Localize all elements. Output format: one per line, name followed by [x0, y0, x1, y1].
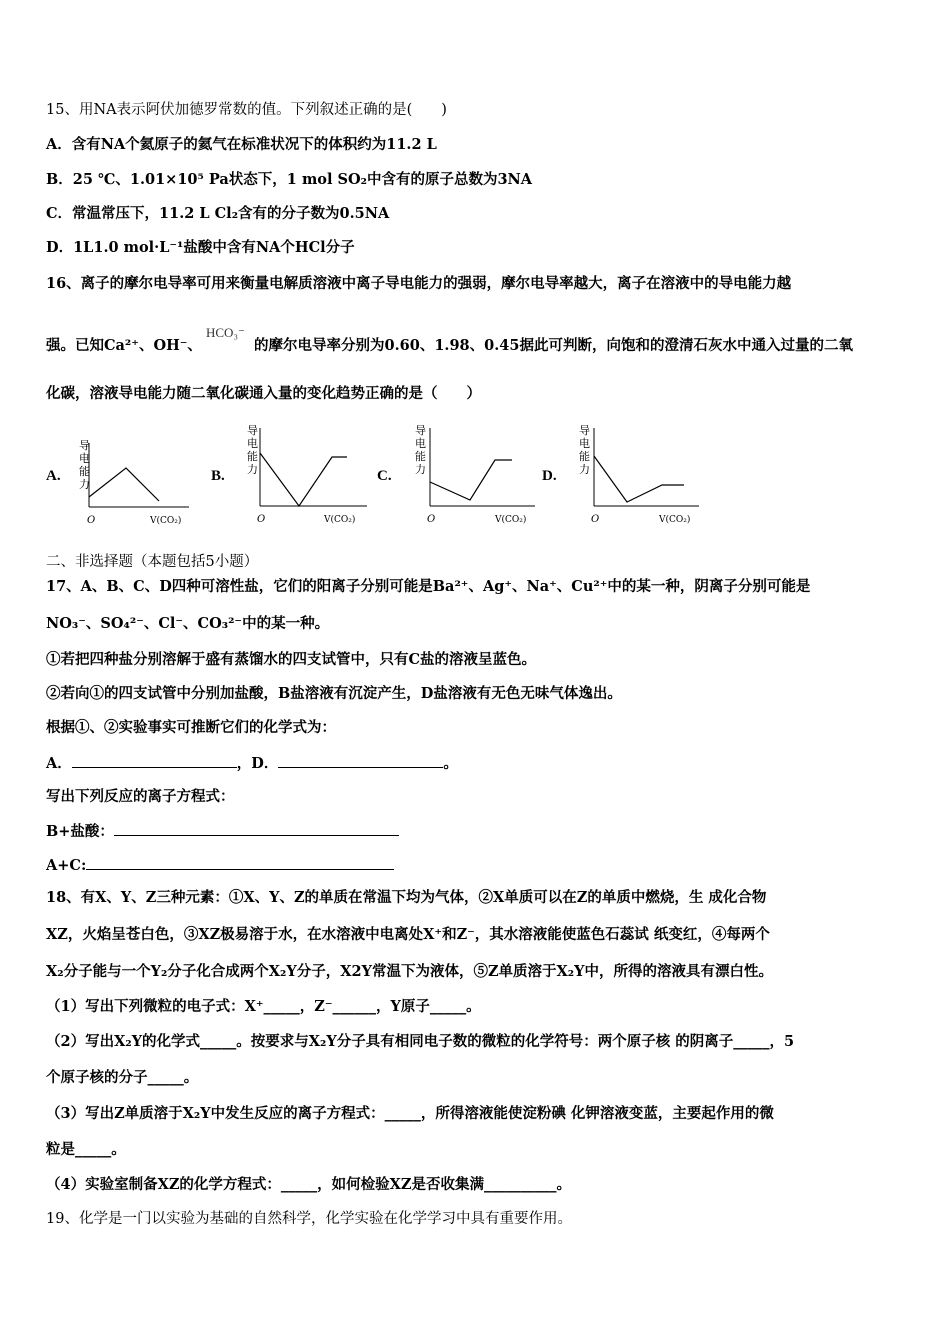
q16-option-a-label: A. [46, 468, 61, 484]
q18-line5: （2）写出X₂Y的化学式_____。按要求与X₂Y分子具有相同电子数的微粒的化学符号：两个原子核 的阴离子_____，5 [46, 1033, 795, 1050]
graph-c [410, 420, 540, 532]
q18-line3: X₂分子能与一个Y₂分子化合成两个X₂Y分子，X2Y常温下为液体，⑤Z单质溶于X₂Y中，所得的溶液具有漂白性。 [46, 963, 773, 980]
q17-line5: 根据①、②实验事实可推断它们的化学式为： [46, 719, 336, 736]
svg-text:能: 能 [579, 450, 590, 463]
q16-line2b: 的摩尔电导率分别为0.60、1.98、0.45据此可判断，向饱和的澄清石灰水中通入过量的二氧 [254, 337, 853, 354]
svg-text:V(CO₂): V(CO₂) [324, 515, 356, 525]
q18-line9: （4）实验室制备XZ的化学方程式：_____，如何检验XZ是否收集满__________。 [46, 1176, 572, 1193]
svg-text:力: 力 [579, 463, 590, 476]
svg-text:电: 电 [415, 437, 426, 450]
svg-text:导: 导 [415, 424, 426, 437]
svg-text:力: 力 [79, 478, 90, 491]
q15-option-b: B．25 ℃、1.01×10⁵ Pa状态下，1 mol SO₂中含有的原子总数为3NA [46, 171, 533, 188]
svg-text:力: 力 [247, 463, 258, 476]
svg-text:导: 导 [247, 424, 258, 437]
q18-line7: （3）写出Z单质溶于X₂Y中发生反应的离子方程式：_____，所得溶液能使淀粉碘 化钾溶液变蓝，主要起作用的微 [46, 1105, 774, 1122]
section-2-heading: 二、非选择题（本题包括5小题） [46, 554, 259, 570]
q17-b-hcl-label: B+盐酸： [46, 823, 114, 840]
svg-text:V(CO₂): V(CO₂) [495, 515, 527, 525]
q15-option-d: D．1L1.0 mol·L⁻¹盐酸中含有NA个HCl分子 [46, 239, 355, 256]
svg-text:电: 电 [247, 437, 258, 450]
svg-text:O: O [427, 514, 436, 525]
q17-line2: NO₃⁻、SO₄²⁻、Cl⁻、CO₃²⁻中的某一种。 [46, 615, 330, 632]
answer-blank-d[interactable] [278, 752, 443, 768]
q15-option-a: A．含有NA个氦原子的氦气在标准状况下的体积约为11.2 L [46, 136, 437, 153]
graph-b [242, 420, 372, 532]
q17-line9 [46, 854, 394, 876]
svg-text:能: 能 [247, 450, 258, 463]
q16-line1: 16、离子的摩尔电导率可用来衡量电解质溶液中离子导电能力的强弱，摩尔电导率越大，离子在溶液中的导电能力越 [46, 275, 792, 292]
q18-line2: XZ，火焰呈苍白色，③XZ极易溶于水，在水溶液中电离处X⁺和Z⁻，其水溶液能使蓝色石蕊试 纸变红，④每两个 [46, 926, 770, 943]
svg-text:V(CO₂): V(CO₂) [659, 515, 691, 525]
answer-blank-a[interactable] [72, 752, 237, 768]
q16-line3: 化碳，溶液导电能力随二氧化碳通入量的变化趋势正确的是（ ） [46, 385, 481, 402]
answer-blank-b-hcl[interactable] [114, 820, 399, 836]
graph-d [574, 420, 704, 532]
q18-line1: 18、有X、Y、Z三种元素：①X、Y、Z的单质在常温下均为气体，②X单质可以在Z的单质中燃烧，生 成化合物 [46, 889, 767, 906]
q16-option-c-label: C. [377, 468, 392, 484]
q17-label-d: ，D． [236, 755, 279, 772]
q17-line3: ①若把四种盐分别溶解于盛有蒸馏水的四支试管中，只有C盐的溶液呈蓝色。 [46, 651, 537, 668]
q16-option-b-label: B. [211, 468, 225, 484]
q17-line7: 写出下列反应的离子方程式： [46, 788, 235, 805]
svg-text:能: 能 [415, 450, 426, 463]
svg-text:O: O [257, 514, 266, 525]
q17-line4: ②若向①的四支试管中分别加盐酸，B盐溶液有沉淀产生，D盐溶液有无色无味气体逸出。 [46, 685, 622, 702]
q17-a-c-label: A+C: [46, 857, 87, 874]
q15-option-c: C．常温常压下，11.2 L Cl₂含有的分子数为0.5NA [46, 205, 390, 222]
q19-line1: 19、化学是一门以实验为基础的自然科学，化学实验在化学学习中具有重要作用。 [46, 1211, 572, 1227]
hco3-formula: HCO₃⁻ [206, 325, 245, 340]
svg-text:O: O [591, 514, 600, 525]
svg-text:V(CO₂): V(CO₂) [150, 516, 182, 526]
svg-text:导: 导 [579, 424, 590, 437]
q17-line8 [46, 820, 399, 842]
svg-text:电: 电 [579, 437, 590, 450]
svg-text:力: 力 [415, 463, 426, 476]
graph-a [74, 435, 194, 534]
q17-line6 [46, 752, 458, 774]
q18-line6: 个原子核的分子_____。 [46, 1069, 199, 1086]
graph-a-ylabel: 导 [79, 439, 90, 452]
q15-stem: 15、用NA表示阿伏加德罗常数的值。下列叙述正确的是( ) [46, 102, 447, 118]
svg-text:O: O [87, 515, 96, 526]
svg-text:能: 能 [79, 465, 90, 478]
q17-period: 。 [443, 755, 458, 772]
q17-label-a: A． [46, 755, 72, 772]
q18-line4: （1）写出下列微粒的电子式：X⁺_____，Z⁻______，Y原子_____。 [46, 998, 481, 1015]
answer-blank-a-c[interactable] [86, 854, 394, 870]
q18-line8: 粒是_____。 [46, 1141, 126, 1158]
q16-line2a: 强。已知Ca²⁺、OH⁻、 [46, 337, 202, 354]
q17-line1: 17、A、B、C、D四种可溶性盐，它们的阳离子分别可能是Ba²⁺、Ag⁺、Na⁺、Cu²⁺中的某一种，阴离子分别可能是 [46, 578, 811, 595]
svg-text:电: 电 [79, 452, 90, 465]
q16-option-d-label: D. [542, 468, 557, 484]
